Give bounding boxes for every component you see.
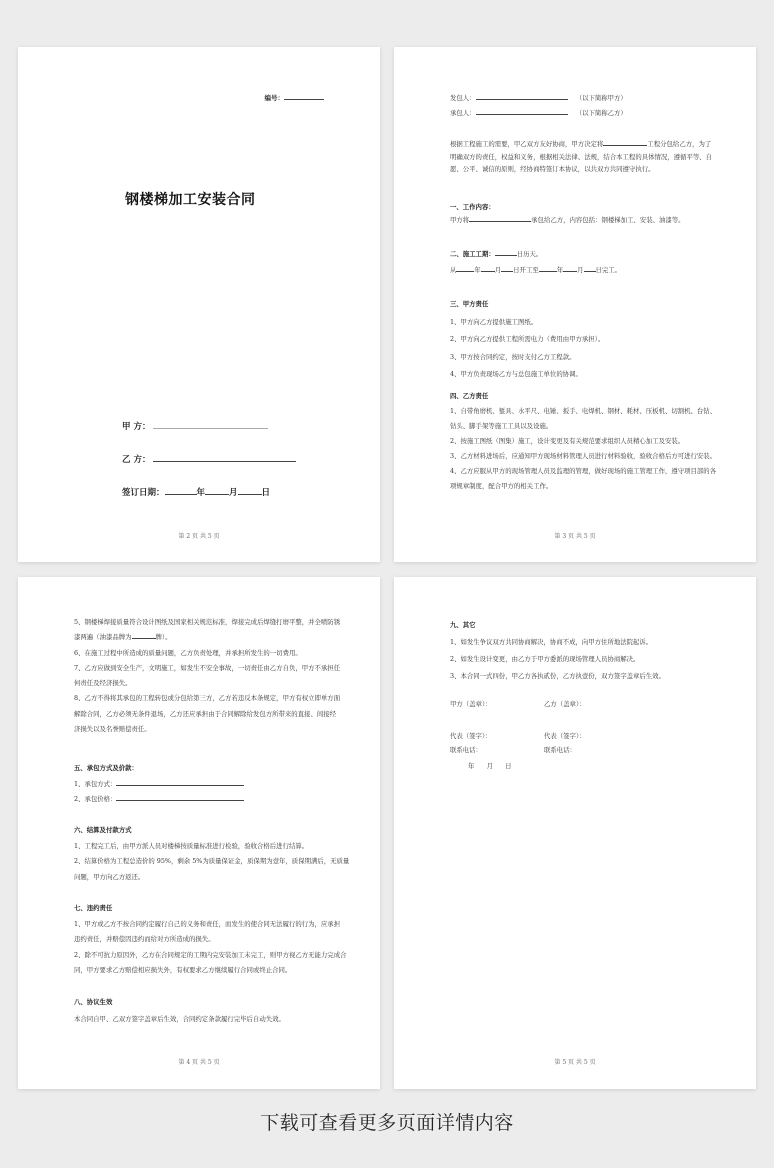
intro-text: 明确双方的责任，权益和义务，根据相关法律、法规，结合本工程的具体情况，遵循平等、自: [450, 152, 713, 161]
list-item: 3、本合同一式四份，甲乙方各执贰份，乙方执壹份，双方签字盖章后生效。: [450, 672, 665, 680]
list-item: 违约责任，并赔偿因违约而给对方所造成的损失。: [74, 935, 215, 943]
party-a-label: 甲 方：: [122, 422, 151, 432]
section-heading: 七、违约责任: [74, 904, 113, 912]
subcontractor-blank: [476, 107, 568, 115]
section-breach: [74, 901, 347, 979]
list-item: 2、如发生设计变更，由乙方于甲方委派的现场管理人员协商解决。: [450, 655, 640, 663]
day-label: 日: [261, 488, 271, 498]
list-item: 1、承包方式：: [74, 779, 117, 788]
contractor-line: [450, 92, 627, 104]
party-a-phone: 联系电话：: [450, 746, 482, 754]
section-effectiveness: [74, 994, 340, 1028]
section-heading: 五、承包方式及价款：: [74, 764, 138, 772]
contract-mode-blank: [116, 778, 244, 786]
section-text: 从: [450, 265, 457, 274]
subcontractor-line: [450, 107, 627, 119]
list-item: 7、乙方应做到安全生产，文明施工，如发生不安全事故，一切责任由乙方自负，甲方不承担任: [74, 663, 341, 672]
list-item: 漆两遍（油漆品牌为: [74, 633, 132, 642]
intro-text: 愿、公平、诚信的原则，经协商特签订本协议，以共双方共同遵守执行。: [450, 165, 655, 173]
list-item: 2、甲方向乙方提供工程所需电力（费用由甲方承担）。: [450, 335, 605, 343]
contract-number-blank: [284, 92, 324, 100]
list-item: 钻头、脚手架等施工工具以及设施。: [450, 422, 553, 430]
date-blank: [584, 264, 596, 272]
signing-date: 年 月 日: [468, 762, 512, 770]
list-item: 项规章制度，配合甲方的相关工作。: [450, 482, 553, 490]
list-item: 1、工程完工后，由甲方派人员对楼梯按质量标准进行检验，验收合格后进行结算。: [74, 841, 309, 850]
section-heading: 三、甲方责任: [450, 300, 489, 308]
contractor-blank: [476, 92, 568, 100]
party-b-seal: 乙方（盖章）：: [544, 700, 586, 708]
section-heading: 九、其它: [450, 621, 476, 629]
list-item: 2、结算价格为工程总造价的 95%，剩余 5%为质量保证金，质保期为壹年，质保期满后，无质量: [74, 857, 350, 865]
section-heading: 四、乙方责任: [450, 392, 489, 400]
party-b-label: 乙 方：: [122, 455, 151, 465]
section-heading: 六、结算及付款方式: [74, 826, 132, 834]
list-item: 3、甲方按合同约定，按时支付乙方工程款。: [450, 352, 576, 361]
year-blank: [165, 487, 197, 495]
party-b-blank: [153, 454, 296, 462]
section-contract-price: [74, 761, 340, 808]
party-a-representative: 代表（签字）：: [450, 732, 492, 740]
section-text: 年: [556, 265, 564, 274]
contract-page-4: [394, 577, 756, 1089]
contract-page-3: [18, 577, 380, 1089]
list-item: 2、按施工图纸（图集）施工，设计变更及有关规范要求组织人员精心加工及安装。: [450, 437, 685, 445]
party-a-field: [122, 420, 268, 432]
date-blank: [563, 264, 577, 272]
section-text: 日完工。: [595, 265, 622, 274]
list-item: 2、除不可抗力原因外，乙方在合同规定的工期内完安装加工未完工，则甲方视乙方无能力完成合: [74, 950, 347, 959]
party-b-phone: 联系电话：: [544, 746, 576, 754]
list-item: 5、钢楼梯焊接质量符合设计图纸及国家相关规范标准，焊接完成后焊缝打磨平整，并全喷防锈: [74, 618, 341, 626]
date-blank: [481, 264, 495, 272]
page-footer: 第 4 页 共 5 页: [178, 1059, 220, 1066]
intro-paragraph: [450, 138, 716, 176]
subcontractor-label: 承包人：: [450, 109, 476, 117]
sign-date-field: [122, 486, 270, 498]
list-item: 6、在施工过程中所造成的质量问题，乙方负责处理，并承担所发生的一切费用。: [74, 648, 302, 657]
section-party-b-duties: [450, 389, 716, 494]
party-a-blank: [153, 421, 268, 429]
list-item: 1、自带角磨机、錾具、水平尺、电锤、扳手、电焊机、钢材、耗材、压板机、切割机、台钻、: [450, 407, 717, 415]
page-footer: 第 5 页 共 5 页: [554, 1059, 596, 1066]
intro-text: 根据工程施工的需要，甲乙双方友好协商，甲方决定将: [450, 140, 604, 148]
section-settlement: [74, 823, 350, 885]
date-blank: [539, 264, 557, 272]
list-item: 1、如发生争议双方共同协商解决，协商不成，向甲方住所地法院起诉。: [450, 638, 653, 646]
list-item: 1、甲方或乙方不按合同约定履行自己的义务和责任，而发生的使合同无法履行的行为，应承担: [74, 919, 341, 928]
party-a-seal: 甲方（盖章）：: [450, 700, 492, 708]
date-blank: [501, 264, 513, 272]
section-text: 承包给乙方，内容包括：钢楼梯加工、安装、油漆等。: [531, 215, 685, 224]
contract-page-cover: [18, 47, 380, 562]
contractor-label: 发包人：: [450, 94, 476, 102]
project-blank: [603, 138, 647, 146]
subcontractor-note: （以下简称乙方）: [575, 109, 627, 117]
section-heading: 八、协议生效: [74, 998, 113, 1006]
section-text: 日历天。: [516, 250, 543, 258]
list-item: 问题，甲方向乙方返还。: [74, 872, 145, 881]
list-item: 4、甲方负责现场乙方与总包施工单位的协调。: [450, 370, 582, 378]
page-footer: 第 3 页 共 5 页: [554, 533, 596, 540]
day-blank: [238, 487, 262, 495]
party-b-field: [122, 453, 296, 465]
list-item: 同，甲方要求乙方赔偿相应损失外，有权要求乙方继续履行合同或终止合同。: [74, 966, 292, 974]
section-text: 年: [474, 265, 481, 274]
list-item: 2、承包价格：: [74, 795, 117, 803]
section-work-content: [450, 201, 716, 226]
section-text: 月: [494, 265, 502, 274]
party-b-representative: 代表（签字）：: [544, 732, 586, 740]
section-text: 月: [577, 265, 584, 274]
section-party-a-duties: [450, 296, 716, 384]
section-party-b-duties-continued: [74, 615, 340, 737]
list-item: 1、甲方向乙方提供施工图纸。: [450, 317, 538, 326]
intro-text: 工程分包给乙方，为了: [647, 140, 712, 148]
page-footer: 第 2 页 共 5 页: [178, 533, 220, 540]
contractor-note: （以下简称甲方）: [575, 94, 627, 102]
contract-page-2: [394, 47, 756, 562]
section-other: [450, 617, 716, 685]
list-item: 8、乙方不得将其承包的工程转包或分包给第三方，乙方若违反本条规定，甲方有权立即单方面: [74, 694, 341, 703]
list-item: 济损失以及名誉赔偿责任。: [74, 725, 151, 734]
days-blank: [495, 248, 517, 256]
month-label: 月: [229, 488, 238, 498]
sign-date-label: 签订日期：: [122, 488, 165, 498]
download-caption: 下载可查看更多页面详情内容: [260, 1112, 514, 1134]
list-item: 4、乙方应服从甲方的现场管理人员及监理的管理，做好现场的施工管理工作，遵守项目部的各: [450, 467, 717, 475]
section-text: 日开工至: [513, 265, 539, 274]
list-item: 解除合同，乙方必须无条件退场，乙方还应承担由于合同解除给发包方所带来的直接、间接经: [74, 709, 337, 718]
list-item: 本合同自甲、乙双方签字盖章后生效，合同约定条款履行完毕后自动失效。: [74, 1015, 285, 1023]
section-heading: 二、施工工期：: [450, 250, 495, 258]
contract-price-blank: [116, 793, 244, 801]
section-heading: 一、工作内容：: [450, 203, 495, 211]
list-item: 何责任及经济损失。: [74, 679, 132, 688]
month-blank: [205, 487, 229, 495]
section-text: 甲方将: [450, 215, 470, 224]
list-item: 3、乙方材料进场后，应通知甲方现场材料管理人员进行材料验收，验收合格后方可进行安装。: [450, 452, 717, 460]
contract-number-label: 编号：: [264, 94, 284, 102]
work-blank: [469, 214, 531, 222]
contract-title: 钢楼梯加工安装合同: [125, 192, 256, 208]
paint-brand-blank: [132, 631, 156, 639]
section-schedule: [450, 248, 716, 276]
contract-number: [265, 92, 325, 102]
list-item: 牌）。: [155, 633, 172, 642]
year-label: 年: [196, 488, 206, 498]
date-blank: [456, 264, 474, 272]
